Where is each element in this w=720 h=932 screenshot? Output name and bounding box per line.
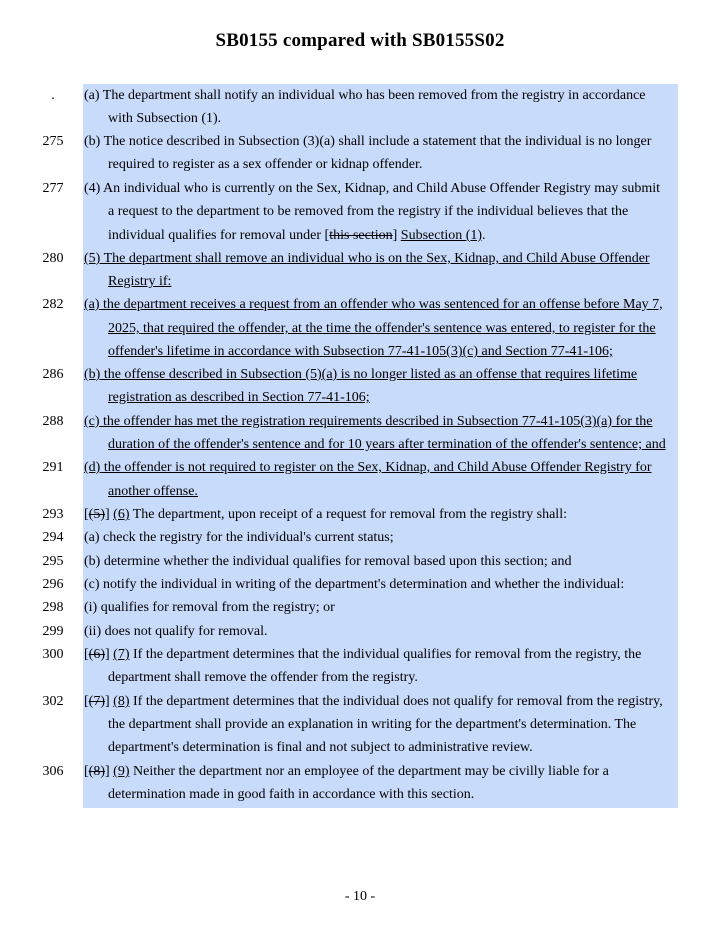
line-number: 275 (42, 134, 64, 149)
inserted-text-line: (b) the offense described in Subsection (5)(a) is no longer listed as an offense that requires lifetime (84, 367, 638, 382)
inserted-text-line: (c) the offender has met the registration requirements described in Subsection 77-41-105(3)(a) for the (84, 414, 653, 429)
inserted-text-line: registration as described in Section 77-41-106; (108, 390, 370, 405)
plain-text: ] (105, 694, 114, 709)
line-number: 296 (42, 577, 64, 592)
plain-text: The department, upon receipt of a request for removal from the registry shall: (129, 507, 567, 522)
line-number: 286 (42, 367, 64, 382)
plain-text: . (482, 228, 486, 243)
text-line (84, 762, 609, 782)
inserted-text-line: (a) the department receives a request from an offender who was sentenced for an offense before May 7, (84, 297, 663, 312)
text-line (108, 226, 486, 246)
text-line: (a) The department shall notify an individual who has been removed from the registry in accordance (84, 88, 646, 103)
struck-text: (8) (88, 764, 105, 779)
text-line: (ii) does not qualify for removal. (84, 624, 268, 639)
text-line: (a) check the registry for the individual's current status; (84, 530, 394, 545)
struck-text: (6) (88, 647, 105, 662)
text-line: department shall remove the offender from the registry. (108, 670, 418, 685)
line-number: 294 (42, 530, 64, 545)
page-number: - 10 - (344, 889, 376, 904)
plain-text: [ (84, 764, 89, 779)
inserted-text-line: (d) the offender is not required to register on the Sex, Kidnap, and Child Abuse Offender Registry for (84, 460, 652, 475)
text-line: with Subsection (1). (108, 111, 222, 126)
text-line: department's determination is final and not subject to administrative review. (108, 740, 533, 755)
text-line (84, 645, 641, 665)
text-line: (b) The notice described in Subsection (3)(a) shall include a statement that the individual is no longer (84, 134, 652, 149)
line-number: 280 (42, 251, 64, 266)
line-number: 306 (42, 764, 64, 779)
plain-text: ] (105, 507, 114, 522)
text-line: (i) qualifies for removal from the registry; or (84, 600, 335, 615)
line-number: 282 (42, 297, 64, 312)
text-line: determination made in good faith in accordance with this section. (108, 787, 475, 802)
plain-text: ] (392, 228, 401, 243)
inserted-text: (6) (113, 507, 130, 522)
text-line: a request to the department to be removed from the registry if the individual believes that the (108, 204, 629, 219)
text-line (84, 692, 663, 712)
plain-text: If the department determines that the individual qualifies for removal from the registry, the (129, 647, 642, 662)
plain-text: ] (105, 647, 114, 662)
inserted-text: (9) (113, 764, 130, 779)
struck-text: this section (329, 228, 393, 243)
plain-text: Neither the department nor an employee of the department may be civilly liable for a (129, 764, 609, 779)
line-number: 299 (42, 624, 64, 639)
inserted-text-line: another offense. (108, 484, 198, 499)
inserted-text: Subsection (1) (400, 228, 483, 243)
inserted-text: (8) (113, 694, 130, 709)
line-number: 293 (42, 507, 64, 522)
inserted-text-line: offender's lifetime in accordance with Subsection 77-41-105(3)(c) and Section 77-41-106; (108, 344, 613, 359)
struck-text: (5) (88, 507, 105, 522)
line-number: 295 (42, 554, 64, 569)
line-number: 291 (42, 460, 64, 475)
text-line: the department shall provide an explanation in writing for the department's determination. The (108, 717, 637, 732)
struck-text: (7) (88, 694, 105, 709)
text-line: (4) An individual who is currently on the Sex, Kidnap, and Child Abuse Offender Registry may submit (84, 181, 660, 196)
inserted-text-line: duration of the offender's sentence and for 10 years after termination of the offender's sentence; and (108, 437, 666, 452)
line-number: 298 (42, 600, 64, 615)
plain-text: ] (105, 764, 114, 779)
line-number: 288 (42, 414, 64, 429)
page-title: SB0155 compared with SB0155S02 (215, 30, 505, 51)
text-line: (b) determine whether the individual qualifies for removal based upon this section; and (84, 554, 572, 569)
plain-text: [ (84, 647, 89, 662)
line-number: 277 (42, 181, 64, 196)
line-number: . (51, 88, 55, 103)
inserted-text-line: (5) The department shall remove an individual who is on the Sex, Kidnap, and Child Abuse Offender (84, 251, 650, 266)
plain-text: If the department determines that the individual does not qualify for removal from the registry, (129, 694, 663, 709)
plain-text: [ (84, 507, 89, 522)
line-number: 300 (42, 647, 64, 662)
text-line (84, 505, 567, 525)
line-number: 302 (42, 694, 64, 709)
inserted-text-line: Registry if: (108, 274, 172, 289)
inserted-text-line: 2025, that required the offender, at the time the offender's sentence was entered, to register for the (108, 321, 656, 336)
plain-text: individual qualifies for removal under [ (108, 228, 330, 243)
text-line: required to register as a sex offender or kidnap offender. (108, 157, 423, 172)
plain-text: [ (84, 694, 89, 709)
text-line: (c) notify the individual in writing of the department's determination and whether the individual: (84, 577, 625, 592)
inserted-text: (7) (113, 647, 130, 662)
